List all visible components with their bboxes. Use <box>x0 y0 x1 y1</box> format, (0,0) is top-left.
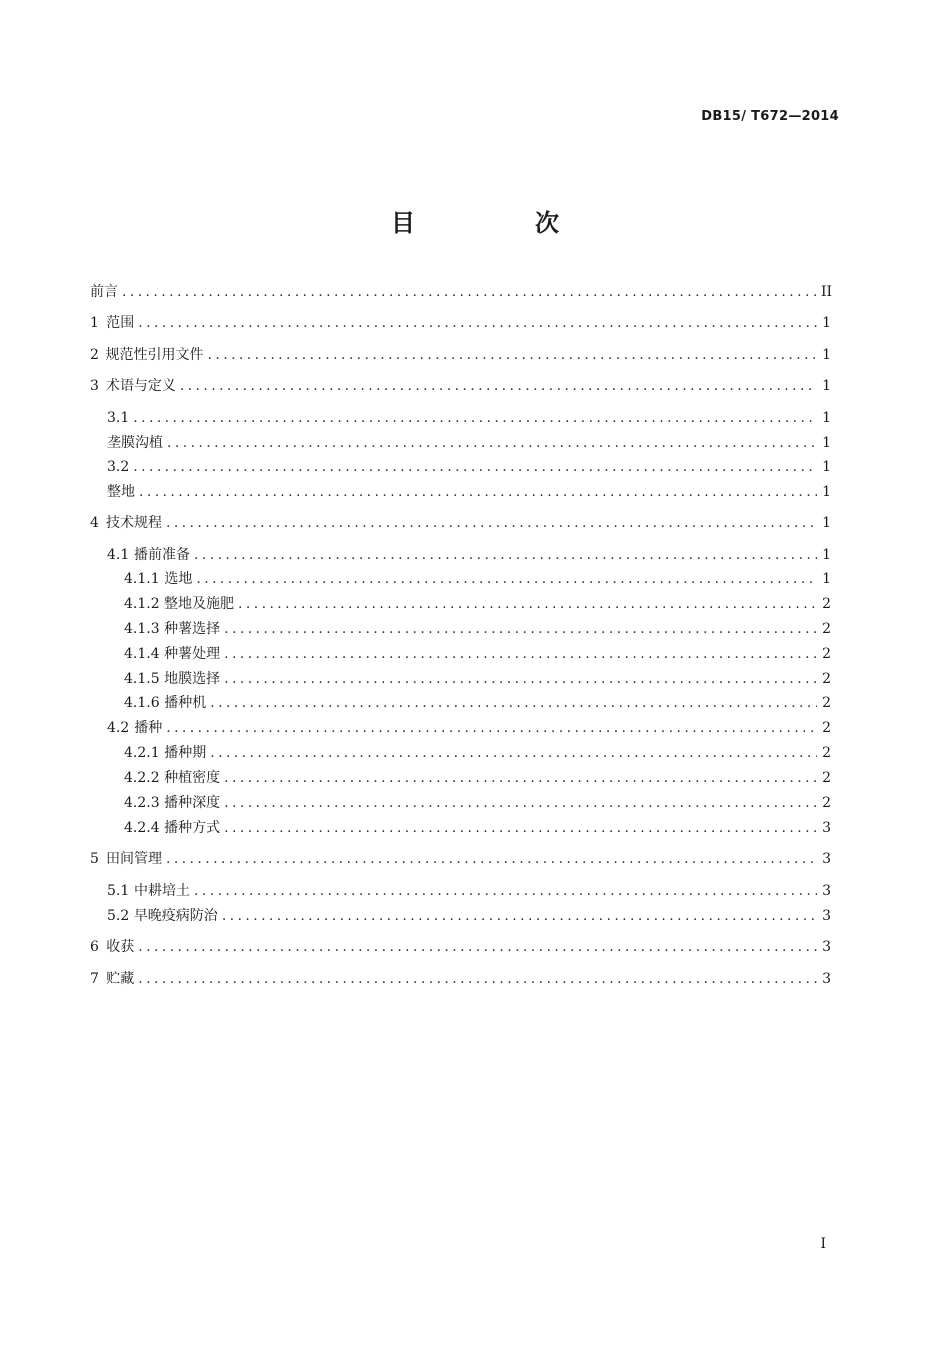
toc-entry-page: 1 <box>822 435 831 451</box>
toc-entry-number: 3.1 <box>107 410 130 426</box>
toc-dot-leader <box>224 645 817 663</box>
toc-dot-leader <box>224 769 817 787</box>
toc-entry-number: 2 <box>90 347 99 363</box>
toc-entry-label: 播种期 <box>164 745 207 761</box>
toc-entry-page: 2 <box>822 621 831 637</box>
toc-dot-leader <box>238 595 817 613</box>
toc-entry-page: 1 <box>822 484 831 500</box>
toc-entry-label: 前言 <box>90 284 118 300</box>
toc-entry-page: 3 <box>822 971 831 987</box>
toc-entry[interactable] <box>90 314 831 332</box>
toc-entry-page: 3 <box>822 851 831 867</box>
toc-entry-label: 播种深度 <box>164 795 221 811</box>
toc-entry-page: 2 <box>822 671 831 687</box>
toc-entry-number: 3 <box>90 378 99 394</box>
toc-entry[interactable] <box>90 970 831 988</box>
toc-entry-page: 1 <box>822 547 831 563</box>
toc-entry-number: 5.2 <box>107 908 130 924</box>
toc-entry-label: 播前准备 <box>134 547 191 563</box>
toc-entry[interactable] <box>124 769 831 787</box>
toc-dot-leader <box>166 850 817 868</box>
toc-entry-page: 1 <box>822 410 831 426</box>
toc-dot-leader <box>122 283 817 301</box>
toc-dot-leader <box>138 938 817 956</box>
toc-entry[interactable] <box>107 483 831 501</box>
toc-dot-leader <box>133 458 817 476</box>
toc-entry-page: 1 <box>822 459 831 475</box>
toc-dot-leader <box>180 377 817 395</box>
toc-entry-page: 2 <box>822 795 831 811</box>
toc-entry[interactable] <box>107 409 831 427</box>
toc-entry-label: 选地 <box>164 571 193 587</box>
toc-entry-page: 1 <box>822 378 831 394</box>
toc-entry-number: 4.1.1 <box>124 571 160 587</box>
toc-entry[interactable] <box>124 570 831 588</box>
toc-entry-label: 种薯选择 <box>164 621 221 637</box>
toc-dot-leader <box>167 434 817 452</box>
toc-entry-page: 2 <box>822 646 831 662</box>
toc-entry[interactable] <box>90 514 831 532</box>
toc-entry-label: 种薯处理 <box>164 646 221 662</box>
toc-entry[interactable] <box>124 794 831 812</box>
toc-entry-page: 3 <box>822 939 831 955</box>
toc-dot-leader <box>210 694 817 712</box>
toc-entry-number: 4.2.2 <box>124 770 160 786</box>
toc-entry-number: 4 <box>90 515 99 531</box>
toc-entry[interactable] <box>107 882 831 900</box>
toc-dot-leader <box>166 514 817 532</box>
toc-entry-label: 收获 <box>106 939 135 955</box>
toc-dot-leader <box>224 819 817 837</box>
toc-entry-number: 4.2.3 <box>124 795 160 811</box>
toc-dot-leader <box>196 570 817 588</box>
toc-entry-label: 早晚疫病防治 <box>133 908 218 924</box>
toc-entry-label: 范围 <box>106 315 135 331</box>
toc-entry-number: 6 <box>90 939 99 955</box>
toc-entry-page: 1 <box>822 515 831 531</box>
toc-entry-page: 2 <box>822 770 831 786</box>
toc-dot-leader <box>166 719 817 737</box>
toc-entry-page: 1 <box>822 571 831 587</box>
toc-entry-number: 5 <box>90 851 99 867</box>
toc-entry[interactable] <box>124 670 831 688</box>
toc-dot-leader <box>138 970 817 988</box>
toc-entry[interactable] <box>107 719 831 737</box>
toc-entry[interactable] <box>90 346 831 364</box>
toc-dot-leader <box>139 483 817 501</box>
toc-entry-page: 3 <box>822 908 831 924</box>
toc-entry-number: 1 <box>90 315 99 331</box>
toc-entry-number: 3.2 <box>107 459 130 475</box>
page-number: I <box>820 1236 826 1252</box>
toc-entry[interactable] <box>90 283 831 301</box>
toc-entry-page: 3 <box>822 820 831 836</box>
toc-entry-number: 4.1.2 <box>124 596 160 612</box>
toc-entry-label: 规范性引用文件 <box>105 347 204 363</box>
toc-entry-label: 整地及施肥 <box>164 596 235 612</box>
toc-entry-number: 4.1.6 <box>124 695 160 711</box>
toc-dot-leader <box>194 546 817 564</box>
toc-entry-number: 4.1.5 <box>124 671 160 687</box>
toc-entry[interactable] <box>90 377 831 395</box>
toc-entry-label: 地膜选择 <box>164 671 221 687</box>
toc-dot-leader <box>224 794 817 812</box>
toc-entry[interactable] <box>90 938 831 956</box>
toc-entry-label: 垄膜沟植 <box>107 435 163 451</box>
toc-dot-leader <box>224 670 817 688</box>
toc-entry[interactable] <box>107 434 831 452</box>
toc-entry-label: 技术规程 <box>105 515 162 531</box>
page-title: 目 次 <box>391 209 607 237</box>
document-code: DB15/ T672—2014 <box>701 109 839 124</box>
toc-dot-leader <box>133 409 817 427</box>
toc-entry-page: 2 <box>822 596 831 612</box>
toc-dot-leader <box>208 346 817 364</box>
toc-dot-leader <box>222 907 817 925</box>
toc-entry[interactable] <box>90 850 831 868</box>
toc-entry-number: 4.2 <box>107 720 130 736</box>
toc-entry[interactable] <box>107 458 831 476</box>
toc-entry-page: 2 <box>822 695 831 711</box>
toc-dot-leader <box>224 620 817 638</box>
toc-entry-page: 2 <box>822 720 831 736</box>
toc-entry-page: 2 <box>822 745 831 761</box>
toc-dot-leader <box>210 744 817 762</box>
toc-entry[interactable] <box>107 907 831 925</box>
toc-entry-label: 田间管理 <box>105 851 162 867</box>
toc-entry[interactable] <box>124 645 831 663</box>
toc-entry-number: 4.2.1 <box>124 745 160 761</box>
toc-dot-leader <box>138 314 817 332</box>
toc-entry[interactable] <box>124 595 831 613</box>
toc-entry-number: 4.1.4 <box>124 646 160 662</box>
toc-entry-page: 1 <box>822 347 831 363</box>
toc-entry-page: 1 <box>822 315 831 331</box>
toc-entry-label: 播种 <box>134 720 163 736</box>
toc-entry[interactable] <box>107 546 831 564</box>
toc-entry-label: 术语与定义 <box>105 378 176 394</box>
toc-entry-label: 种植密度 <box>164 770 221 786</box>
toc-entry-page: II <box>821 284 833 300</box>
toc-entry[interactable] <box>124 620 831 638</box>
toc-entry[interactable] <box>124 819 831 837</box>
toc-entry-label: 整地 <box>107 484 135 500</box>
toc-entry-number: 4.1 <box>107 547 130 563</box>
toc-entry-number: 7 <box>90 971 99 987</box>
toc-dot-leader <box>194 882 817 900</box>
toc-entry-number: 4.1.3 <box>124 621 160 637</box>
toc-entry-label: 中耕培土 <box>134 883 191 899</box>
toc-entry-label: 播种机 <box>164 695 207 711</box>
toc-entry-number: 5.1 <box>107 883 130 899</box>
toc-entry[interactable] <box>124 744 831 762</box>
toc-entry-label: 播种方式 <box>164 820 221 836</box>
toc-entry-label: 贮藏 <box>106 971 135 987</box>
toc-entry[interactable] <box>124 694 831 712</box>
toc-entry-page: 3 <box>822 883 831 899</box>
toc-entry-number: 4.2.4 <box>124 820 160 836</box>
